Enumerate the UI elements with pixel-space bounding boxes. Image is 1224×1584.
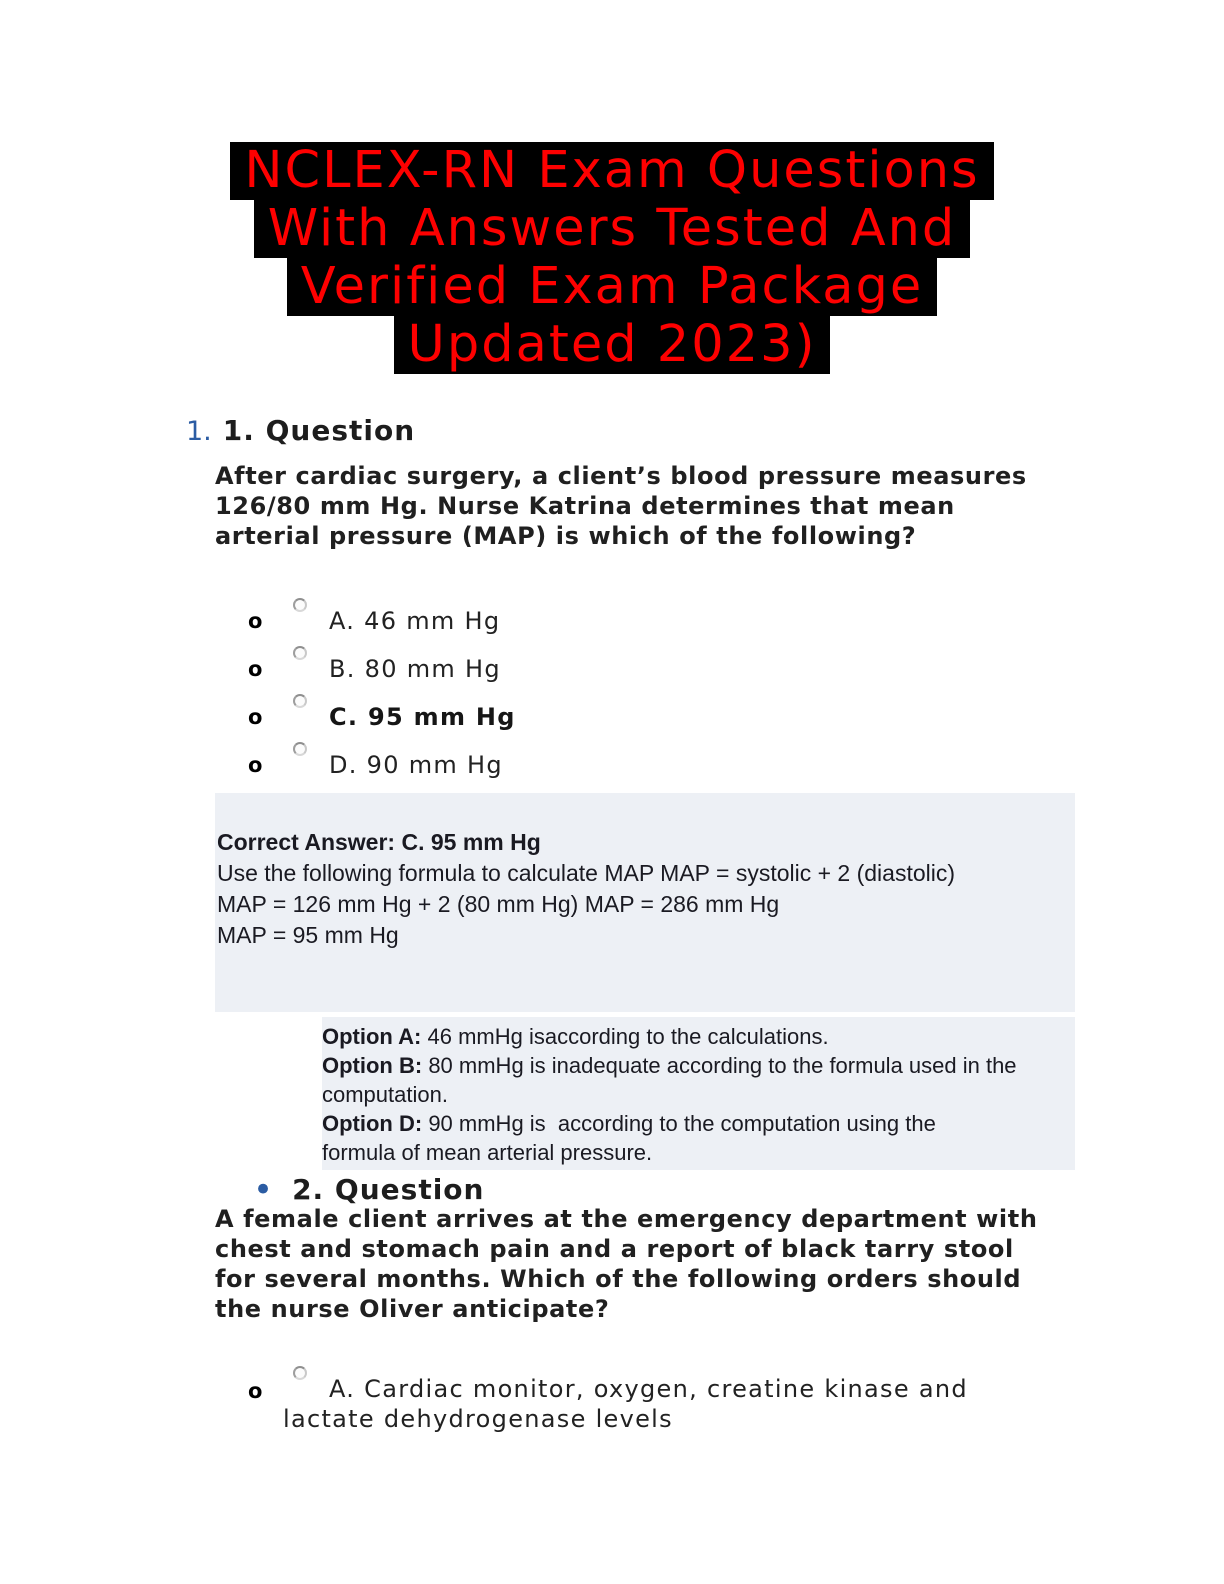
answer-formula-line: MAP = 95 mm Hg <box>217 922 399 948</box>
question-2-text-line: chest and stomach pain and a report of black tarry stool <box>215 1235 1014 1263</box>
explanation-line: Option D: 90 mmHg is according to the computation using the <box>322 1111 936 1136</box>
radio-icon[interactable] <box>293 598 307 612</box>
option-bullet: o <box>248 1379 263 1403</box>
correct-answer-box <box>215 793 1075 1012</box>
option-bullet: o <box>248 753 263 777</box>
option-label-a[interactable]: A. 46 mm Hg <box>329 607 501 635</box>
question-2-heading: 2. Question <box>292 1173 485 1206</box>
question-1-text-line: After cardiac surgery, a client’s blood pressure measures <box>215 462 1027 490</box>
question-2-text-line: A female client arrives at the emergency department with <box>215 1205 1038 1233</box>
option-bullet: o <box>248 705 263 729</box>
title-line-2: With Answers Tested And <box>254 200 971 258</box>
option-row-d <box>248 740 516 788</box>
question-1-text-line: 126/80 mm Hg. Nurse Katrina determines that mean <box>215 492 955 520</box>
option-label-c-correct[interactable]: C. 95 mm Hg <box>329 703 516 731</box>
question-2-text-line: the nurse Oliver anticipate? <box>215 1295 610 1323</box>
question-2-text <box>215 1204 1115 1324</box>
option-row-c <box>248 692 516 740</box>
question-1-header <box>186 413 415 450</box>
question-1-options <box>248 596 516 788</box>
option-bullet: o <box>248 609 263 633</box>
explanation-line: Option A: 46 mmHg isaccording to the calculations. <box>322 1024 829 1049</box>
answer-formula-line: Use the following formula to calculate MAP MAP = systolic + 2 (diastolic) <box>217 860 956 886</box>
option-row-a <box>248 1366 1053 1434</box>
explanation-line: computation. <box>322 1082 448 1107</box>
correct-answer-title: Correct Answer: C. 95 mm Hg <box>217 829 541 855</box>
list-number: 1. <box>186 416 212 447</box>
option-explanations-box <box>322 1017 1075 1170</box>
option-row-a <box>248 596 516 644</box>
option-bullet: o <box>248 657 263 681</box>
explanation-line: Option B: 80 mmHg is inadequate according to the formula used in the <box>322 1053 1017 1078</box>
title-line-3: Verified Exam Package <box>287 258 937 316</box>
radio-icon[interactable] <box>293 694 307 708</box>
question-1-text-line: arterial pressure (MAP) is which of the following? <box>215 522 917 550</box>
question-2-header <box>253 1172 484 1208</box>
question-2-options <box>248 1366 1053 1434</box>
question-1-text <box>215 461 1095 551</box>
explanation-line: formula of mean arterial pressure. <box>322 1140 653 1165</box>
title-line-1: NCLEX-RN Exam Questions <box>230 142 993 200</box>
radio-icon[interactable] <box>293 646 307 660</box>
radio-icon[interactable] <box>293 742 307 756</box>
option-label-b[interactable]: B. 80 mm Hg <box>329 655 501 683</box>
bullet-icon: • <box>253 1170 274 1210</box>
question-1-heading: 1. Question <box>222 414 416 447</box>
option-label-d[interactable]: D. 90 mm Hg <box>329 751 503 779</box>
document-title <box>0 142 1224 374</box>
question-2-text-line: for several months. Which of the following orders should <box>215 1265 1022 1293</box>
answer-formula-line: MAP = 126 mm Hg + 2 (80 mm Hg) MAP = 286 mm Hg <box>217 891 780 917</box>
title-line-4: Updated 2023) <box>394 316 831 374</box>
option-label-a[interactable]: A. Cardiac monitor, oxygen, creatine kinase and lactate dehydrogenase levels <box>283 1375 968 1433</box>
option-row-b <box>248 644 516 692</box>
